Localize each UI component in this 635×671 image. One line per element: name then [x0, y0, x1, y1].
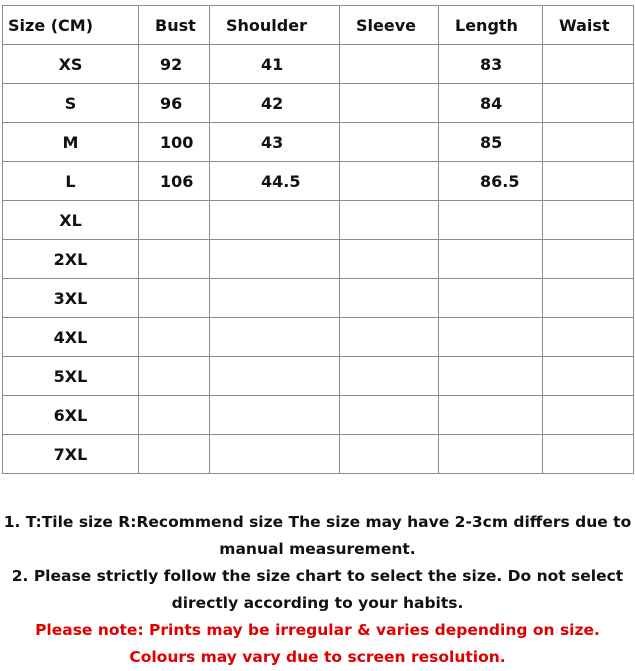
sleeve-cell — [340, 201, 439, 240]
header-waist: Waist — [543, 6, 634, 45]
bust-cell — [139, 318, 210, 357]
shoulder-cell — [210, 435, 340, 474]
shoulder-cell: 42 — [210, 84, 340, 123]
size-cell: M — [3, 123, 139, 162]
table-header-row — [3, 6, 634, 45]
size-cell: 3XL — [3, 279, 139, 318]
size-cell: S — [3, 84, 139, 123]
length-cell — [439, 396, 543, 435]
table-row — [3, 84, 634, 123]
size-cell: 4XL — [3, 318, 139, 357]
shoulder-cell: 44.5 — [210, 162, 340, 201]
length-cell: 85 — [439, 123, 543, 162]
shoulder-cell: 41 — [210, 45, 340, 84]
size-cell: 5XL — [3, 357, 139, 396]
sleeve-cell — [340, 162, 439, 201]
size-cell: 2XL — [3, 240, 139, 279]
bust-cell — [139, 435, 210, 474]
size-cell: 6XL — [3, 396, 139, 435]
length-cell — [439, 240, 543, 279]
table-row — [3, 318, 634, 357]
sleeve-cell — [340, 357, 439, 396]
bust-cell: 92 — [139, 45, 210, 84]
size-cell: XS — [3, 45, 139, 84]
table-row — [3, 45, 634, 84]
shoulder-cell — [210, 318, 340, 357]
bust-cell — [139, 357, 210, 396]
header-shoulder: Shoulder — [210, 6, 340, 45]
waist-cell — [543, 279, 634, 318]
sleeve-cell — [340, 45, 439, 84]
bust-cell — [139, 240, 210, 279]
sleeve-cell — [340, 240, 439, 279]
shoulder-cell — [210, 279, 340, 318]
waist-cell — [543, 357, 634, 396]
table-row — [3, 123, 634, 162]
sleeve-cell — [340, 435, 439, 474]
length-cell — [439, 357, 543, 396]
waist-cell — [543, 84, 634, 123]
header-size: Size (CM) — [3, 6, 139, 45]
note-line-2: 2. Please strictly follow the size chart to select the size. Do not select directly according to your habits. — [11, 567, 624, 612]
length-cell — [439, 279, 543, 318]
bust-cell — [139, 201, 210, 240]
header-sleeve: Sleeve — [340, 6, 439, 45]
length-cell: 84 — [439, 84, 543, 123]
table-row — [3, 240, 634, 279]
shoulder-cell: 43 — [210, 123, 340, 162]
warning-colours: Colours may vary due to screen resolution. — [129, 648, 506, 666]
table-row — [3, 162, 634, 201]
shoulder-cell — [210, 357, 340, 396]
table-row — [3, 279, 634, 318]
waist-cell — [543, 123, 634, 162]
length-cell — [439, 435, 543, 474]
header-length: Length — [439, 6, 543, 45]
shoulder-cell — [210, 396, 340, 435]
waist-cell — [543, 435, 634, 474]
sleeve-cell — [340, 279, 439, 318]
header-bust: Bust — [139, 6, 210, 45]
size-notes — [0, 509, 635, 671]
length-cell: 83 — [439, 45, 543, 84]
waist-cell — [543, 162, 634, 201]
sleeve-cell — [340, 123, 439, 162]
length-cell: 86.5 — [439, 162, 543, 201]
table-row — [3, 435, 634, 474]
sleeve-cell — [340, 84, 439, 123]
size-cell: XL — [3, 201, 139, 240]
bust-cell: 96 — [139, 84, 210, 123]
sleeve-cell — [340, 318, 439, 357]
bust-cell: 100 — [139, 123, 210, 162]
waist-cell — [543, 396, 634, 435]
table-row — [3, 396, 634, 435]
table-row — [3, 357, 634, 396]
waist-cell — [543, 45, 634, 84]
shoulder-cell — [210, 240, 340, 279]
waist-cell — [543, 201, 634, 240]
waist-cell — [543, 318, 634, 357]
note-line-1: 1. T:Tile size R:Recommend size The size may have 2-3cm differs due to manual measurement. — [3, 513, 632, 558]
waist-cell — [543, 240, 634, 279]
shoulder-cell — [210, 201, 340, 240]
bust-cell — [139, 279, 210, 318]
bust-cell: 106 — [139, 162, 210, 201]
length-cell — [439, 318, 543, 357]
length-cell — [439, 201, 543, 240]
size-cell: 7XL — [3, 435, 139, 474]
table-row — [3, 201, 634, 240]
table-body — [3, 45, 634, 474]
size-cell: L — [3, 162, 139, 201]
warning-prints: Please note: Prints may be irregular & varies depending on size. — [35, 621, 600, 639]
size-chart-table — [2, 5, 634, 474]
bust-cell — [139, 396, 210, 435]
sleeve-cell — [340, 396, 439, 435]
